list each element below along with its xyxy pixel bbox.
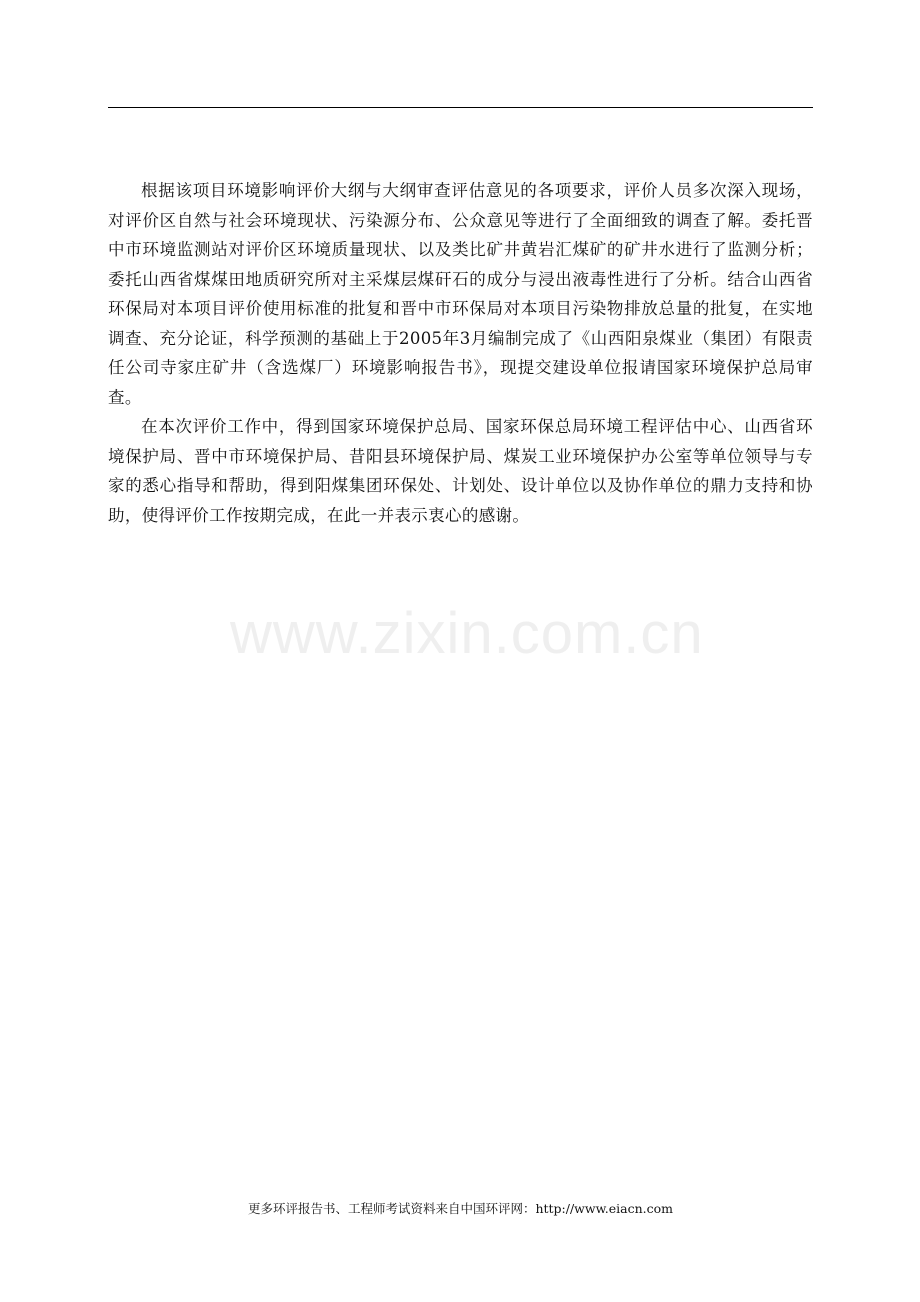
watermark: www.zixin.com.cn	[230, 601, 704, 666]
paragraph-1: 根据该项目环境影响评价大纲与大纲审查评估意见的各项要求，评价人员多次深入现场，对评价区自然与社会环境现状、污染源分布、公众意见等进行了全面细致的调查了解。委托晋中市环境监测站对评价区环境质量现状、以及类比矿井黄岩汇煤矿的矿井水进行了监测分析；委托山西省煤煤田地质研究所对主采煤层煤矸石的成分与浸出液毒性进行了分析。结合山西省环保局对本项目评价使用标准的批复和晋中市环保局对本项目污染物排放总量的批复，在实地调查、充分论证，科学预测的基础上于2005年3月编制完成了《山西阳泉煤业（集团）有限责任公司寺家庄矿井（含选煤厂）环境影响报告书》，现提交建设单位报请国家环境保护总局审查。	[108, 181, 813, 407]
document-body	[108, 176, 813, 530]
paragraph-2: 在本次评价工作中，得到国家环境保护总局、国家环保总局环境工程评估中心、山西省环境保护局、晋中市环境保护局、昔阳县环境保护局、煤炭工业环境保护办公室等单位领导与专家的悉心指导和帮助，得到阳煤集团环保处、计划处、设计单位以及协作单位的鼎力支持和协助，使得评价工作按期完成，在此一并表示衷心的感谢。	[108, 417, 813, 525]
header-rule	[108, 107, 813, 108]
footer-note: 更多环评报告书、工程师考试资料来自中国环评网：http://www.eiacn.com	[247, 1201, 674, 1216]
